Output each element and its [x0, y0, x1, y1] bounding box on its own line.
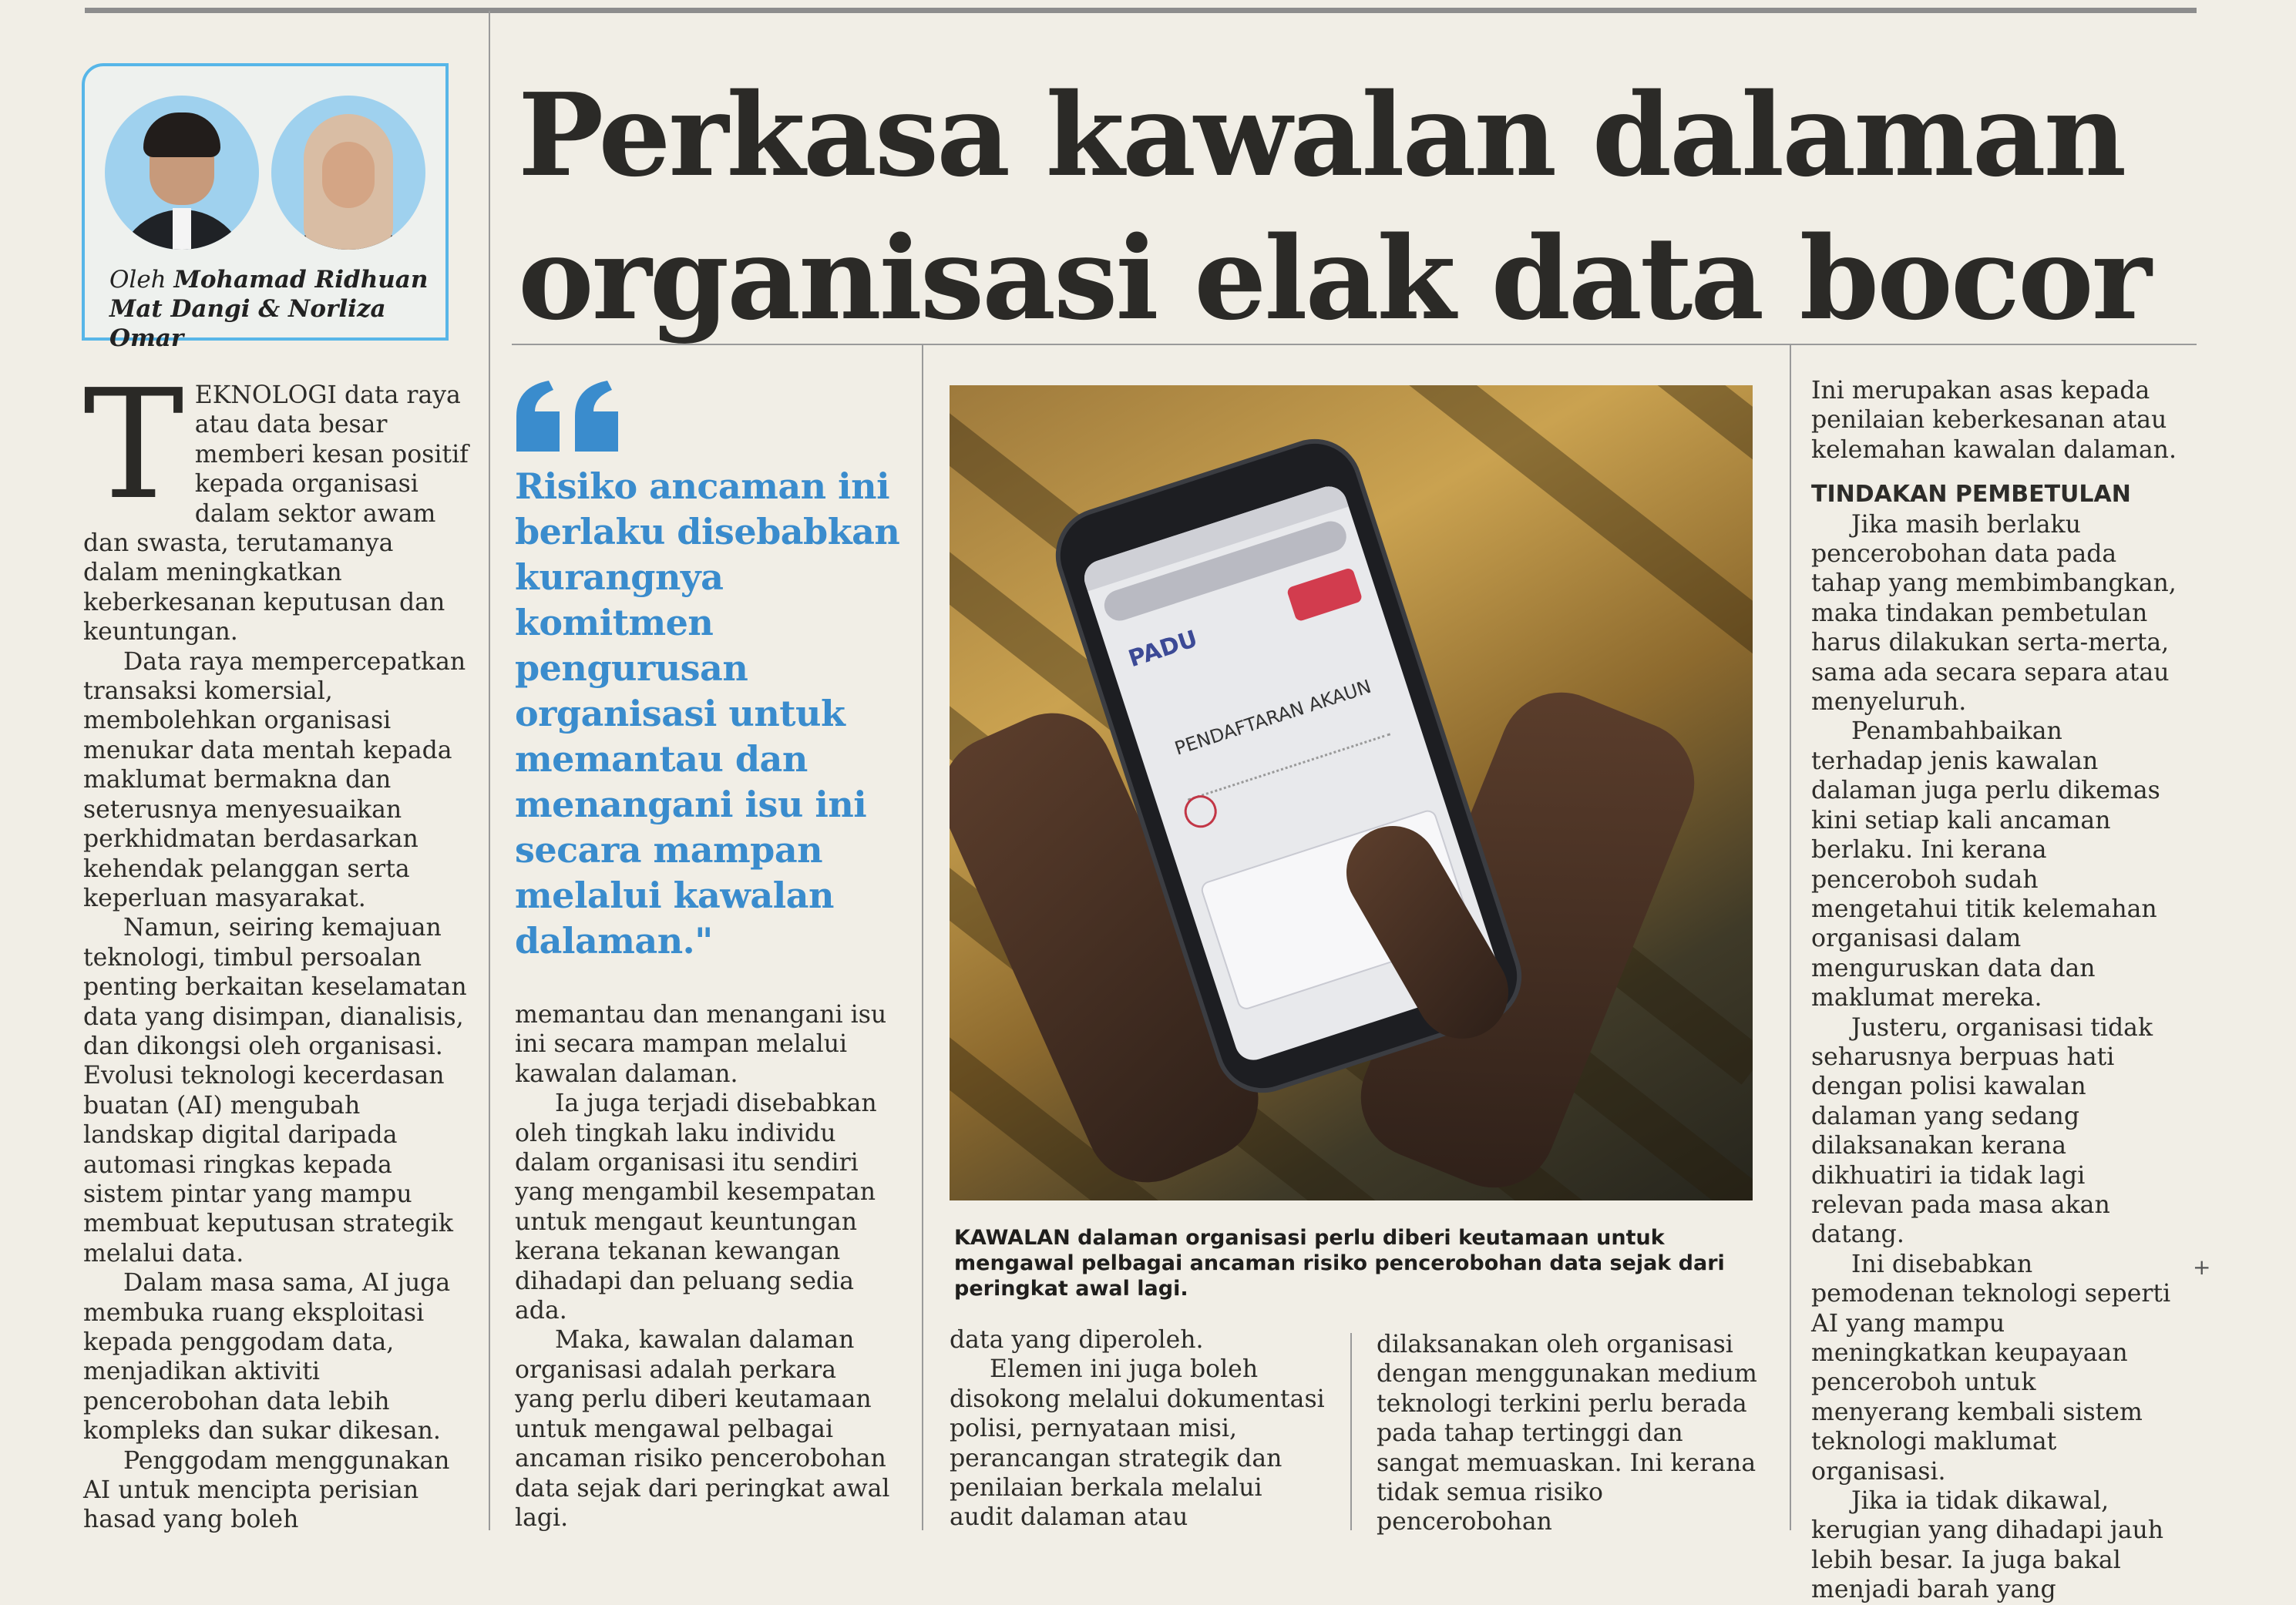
paragraph: Ini merupakan asas kepada penilaian keberkesanan atau kelemahan kawalan dalaman. [1811, 377, 2177, 464]
paragraph: Maka, kawalan dalaman organisasi adalah perkara yang perlu diberi keutamaan untuk mengawal pelbagai ancaman risiko pencerobohan data sejak dari peringkat awal lagi. [515, 1326, 890, 1532]
byline-author-1: Mohamad Ridhuan [173, 266, 429, 294]
paragraph: data yang diperoleh. [950, 1326, 1204, 1354]
top-rule [85, 8, 2197, 13]
pull-quote: Risiko ancaman ini berlaku disebabkan kurangnya komitmen pengurusan organisasi untuk memantau dan menangani isu ini secara mampan melalui kawalan dalaman." [515, 465, 900, 962]
article-column-2 [515, 1000, 900, 1533]
column-divider [1350, 1333, 1352, 1530]
column-divider [922, 344, 923, 1530]
registration-mark: + [2193, 1254, 2211, 1280]
screen-title: PENDAFTARAN AKAUN [1172, 675, 1374, 760]
headline [518, 63, 2198, 350]
headline-line-1: Perkasa kawalan dalaman [518, 68, 2125, 202]
screen-logo: PADU [1125, 625, 1202, 673]
photo-caption: KAWALAN dalaman organisasi perlu diberi keutamaan untuk mengawal pelbagai ancaman risiko pencerobohan data sejak dari peringkat awal lagi. [954, 1226, 1725, 1301]
paragraph: Penambahbaikan terhadap jenis kawalan dalaman juga perlu dikemas kini setiap kali ancaman berlaku. Ini kerana penceroboh sudah mengetahui titik kelemahan organisasi dalam menguruskan data dan maklumat mereka. [1811, 717, 2160, 1012]
dropcap: T [83, 358, 184, 533]
article-column-1 [83, 358, 469, 1535]
article-column-5 [1811, 376, 2181, 1605]
quote-mark-icon [512, 378, 627, 455]
paragraph: Namun, seiring kemajuan teknologi, timbul persoalan penting berkaitan keselamatan data yang disimpan, dianalisis, dan dikongsi oleh organisasi. Evolusi teknologi kecerdasan buatan (AI) mengubah landskap digital daripada automasi ringkas kepada sistem pintar yang mampu membuat keputusan strategik melalui data. [83, 914, 467, 1268]
paragraph: Dalam masa sama, AI juga membuka ruang eksploitasi kepada penggodam data, menjadikan aktiviti pencerobohan data lebih kompleks dan sukar dikesan. [83, 1269, 451, 1446]
column-divider [1790, 344, 1791, 1530]
screen-login-button [1286, 567, 1363, 623]
section-heading: TINDAKAN PEMBETULAN [1811, 481, 2131, 509]
article-column-4 [1377, 1330, 1762, 1537]
paragraph: memantau dan menangani isu ini secara mampan melalui kawalan dalaman. [515, 1001, 887, 1088]
headline-line-2: organisasi elak data bocor [518, 211, 2150, 345]
author-portrait-1 [105, 96, 259, 250]
byline [109, 265, 433, 353]
paragraph: EKNOLOGI data raya atau data besar memberi kesan positif kepada organisasi dalam sektor awam dan swasta, terutamanya dalam meningkatkan keberkesanan keputusan dan keuntungan. [83, 381, 469, 646]
paragraph: Justeru, organisasi tidak seharusnya berpuas hati dengan polisi kawalan dalaman yang sedang dilaksanakan kerana dikhuatiri ia tidak lagi relevan pada masa akan datang. [1811, 1013, 2153, 1249]
byline-prefix: Oleh [109, 266, 166, 294]
paragraph: Ia juga terjadi disebabkan oleh tingkah laku individu dalam organisasi itu sendiri yang mengambil kesempatan untuk mengaut keuntungan kerana tekanan kewangan dihadapi dan peluang sedia ada. [515, 1090, 877, 1325]
byline-author-2: Mat Dangi & Norliza Omar [109, 295, 386, 352]
paragraph: Elemen ini juga boleh disokong melalui dokumentasi polisi, pernyataan misi, perancangan strategik dan penilaian berkala melalui audit dalaman atau [950, 1355, 1325, 1532]
paragraph: Ini disebabkan pemodenan teknologi seperti AI yang mampu meningkatkan keupayaan penceroboh untuk menyerang kembali sistem teknologi maklumat organisasi. [1811, 1250, 2171, 1486]
paragraph: Jika ia tidak dikawal, kerugian yang dihadapi jauh lebih besar. Ia juga bakal menjadi barah yang [1811, 1487, 2164, 1604]
paragraph: dilaksanakan oleh organisasi dengan menggunakan medium teknologi terkini perlu berada pada tahap tertinggi dan sangat memuaskan. Ini kerana tidak semua risiko pencerobohan [1377, 1331, 1757, 1536]
author-portrait-2 [271, 96, 425, 250]
paragraph: Data raya mempercepatkan transaksi komersial, membolehkan organisasi menukar data mentah kepada maklumat bermakna dan seterusnya menyesuaikan perkhidmatan berdasarkan kehendak pelanggan serta keperluan masyarakat. [83, 647, 466, 912]
author-box [82, 63, 449, 352]
paragraph: Jika masih berlaku pencerobohan data pada tahap yang membimbangkan, maka tindakan pembetulan harus dilakukan serta-merta, sama ada secara separa atau menyeluruh. [1811, 510, 2177, 717]
column-divider [489, 11, 490, 1530]
article-photo [950, 385, 1753, 1200]
article-column-3 [950, 1325, 1327, 1533]
paragraph: Penggodam menggunakan AI untuk mencipta perisian hasad yang boleh [83, 1446, 450, 1534]
